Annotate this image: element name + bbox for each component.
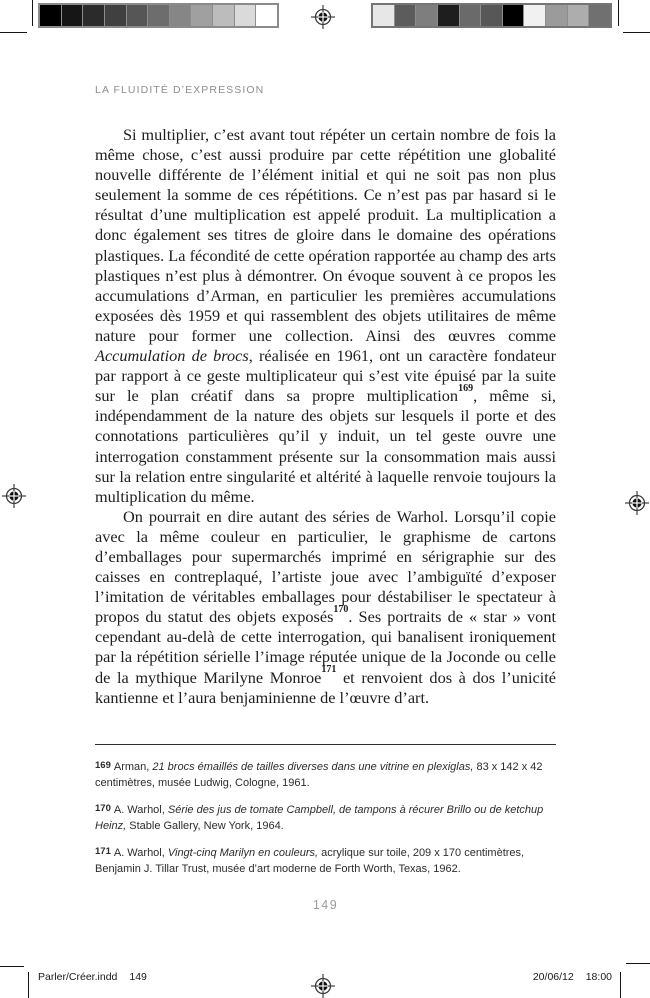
body-paragraph <box>95 507 556 708</box>
crop-mark <box>623 32 650 33</box>
text-segment: et renvoient dos à dos l’unicité kantienne et l’aura benjaminienne de l’œuvre d’art. <box>95 667 556 707</box>
registration-mark-icon <box>2 484 26 508</box>
slug-file: Parler/Créer.indd <box>38 971 118 983</box>
footnote-number: 170 <box>95 803 111 814</box>
color-swatch <box>190 5 212 26</box>
grayscale-calibration-bar <box>38 3 279 28</box>
footnote-number: 171 <box>95 846 111 857</box>
color-swatch <box>415 5 437 26</box>
color-swatch <box>169 5 191 26</box>
footnote-text <box>95 847 524 875</box>
color-swatch <box>588 5 610 26</box>
text-segment: Vingt-cinq Marilyn en couleurs, <box>167 847 319 859</box>
footnote <box>95 760 556 791</box>
color-swatch <box>82 5 104 26</box>
footnote-text <box>95 761 543 789</box>
body-paragraph <box>95 125 556 507</box>
color-swatch <box>212 5 234 26</box>
footnote-ref: 170 <box>333 603 349 615</box>
crop-mark <box>0 32 27 33</box>
color-swatch <box>459 5 481 26</box>
color-swatch <box>373 5 394 26</box>
registration-mark-icon <box>311 5 335 29</box>
text-segment: Accumulation de brocs <box>95 346 249 366</box>
crop-mark <box>32 0 33 26</box>
text-segment: Arman, <box>113 761 153 773</box>
footnote <box>95 803 556 834</box>
registration-mark-icon <box>625 491 649 515</box>
color-swatch <box>40 5 61 26</box>
text-segment: Stable Gallery, New York, 1964. <box>126 819 284 832</box>
slug-date: 20/06/12 <box>532 971 574 983</box>
footnote-rule <box>95 744 556 745</box>
page-number: 149 <box>312 898 339 912</box>
color-swatch <box>255 5 277 26</box>
gray-patch-calibration-bar <box>371 3 612 28</box>
color-swatch <box>523 5 545 26</box>
text-segment: acrylique sur toile, 209 x 170 centimètres, Benjamin J. Tillar Trust, musée d’art moderne de Forth Worth, Texas, 1962. <box>95 847 525 875</box>
text-segment: , réalisée en 1961, ont un caractère fondateur par rapport à ce geste multiplicateur qui s’est vite épuisé par la suite sur le plan créatif dans sa propre multiplication <box>95 346 557 406</box>
slug-timestamp <box>533 971 612 983</box>
body-text <box>95 125 556 708</box>
footnote-ref: 171 <box>321 664 337 676</box>
footnote-number: 169 <box>95 760 111 771</box>
text-segment: A. Warhol, <box>113 804 168 816</box>
registration-mark-icon <box>311 974 335 998</box>
slug-time: 18:00 <box>585 971 612 983</box>
color-swatch <box>234 5 256 26</box>
slug-filename <box>38 971 147 983</box>
color-swatch <box>502 5 524 26</box>
crop-mark <box>28 972 29 998</box>
footnotes-section <box>95 744 556 877</box>
text-segment: Si multiplier, c’est avant tout répéter un certain nombre de fois la même chose, c’est aussi produire par cette répétition une globalité nouvelle différente de l’élément initial et qui ne soit pas non plus seulement la somme de ces répétitions. Ce n’est pas par hasard si le résultat d’une multiplication est appelé produit. La multiplication a donc également ses titres de gloire dans le domaine des opérations plastiques. La fécondité de cette opération rapportée au champ des arts plastiques n’est plus à démontrer. On évoque souvent à ce propos les accumulations d’Arman, en particulier les premières accumulations exposées dès 1959 et qui rassemblent des objets utilitaires de même nature pour former une collection. Ainsi des œuvres comme <box>95 125 556 345</box>
footnote-text <box>95 804 543 832</box>
color-swatch <box>545 5 567 26</box>
text-segment: A. Warhol, <box>113 847 168 859</box>
crop-mark <box>618 0 619 26</box>
crop-mark <box>620 972 621 998</box>
text-segment: 21 brocs émaillés de tailles diverses dans une vitrine en plexiglas, <box>152 761 474 773</box>
text-segment: , même si, indépendamment de la nature des objets sur lesquels il porte et des connotations particulières qu’il y induit, un tel geste ouvre une interrogation constamment présente sur la consommation mais aussi sur la relation entre singularité et altérité à laquelle renvoie toujours la multiplication du même. <box>95 386 557 506</box>
text-segment: 83 x 142 x 42 centimètres, musée Ludwig, Cologne, 1961. <box>95 761 543 789</box>
crop-mark <box>0 966 24 967</box>
text-segment: Série des jus de tomate Campbell, de tampons à récurer Brillo ou de ketchup Heinz, <box>95 804 544 832</box>
running-header: LA FLUIDITÉ D’EXPRESSION <box>95 84 265 96</box>
footnote-ref: 169 <box>458 382 474 394</box>
color-swatch <box>104 5 126 26</box>
color-swatch <box>437 5 459 26</box>
text-segment: On pourrait en dire autant des séries de Warhol. Lorsqu’il copie avec la même couleur en particulier, le graphisme de cartons d’emballages pour supermarchés imprimé en sérigraphie sur des caisses en contreplaqué, l’artiste joue avec l’ambiguïté d’exposer l’imitation de véritables emballages pour déstabiliser le spectateur à propos du statut des objets exposés <box>95 506 556 627</box>
slug-page: 149 <box>129 971 147 983</box>
footnote <box>95 846 556 877</box>
crop-mark <box>626 963 650 964</box>
color-swatch <box>567 5 589 26</box>
color-swatch <box>394 5 416 26</box>
color-swatch <box>126 5 148 26</box>
text-segment: . Ses portraits de « star » vont cependant au-delà de cette interrogation, qui banalisent ironiquement par la répétition sérielle l’image réputée unique de la Joconde ou celle de la mythique Marilyne Monroe <box>95 607 556 687</box>
color-swatch <box>61 5 83 26</box>
color-swatch <box>147 5 169 26</box>
color-swatch <box>480 5 502 26</box>
